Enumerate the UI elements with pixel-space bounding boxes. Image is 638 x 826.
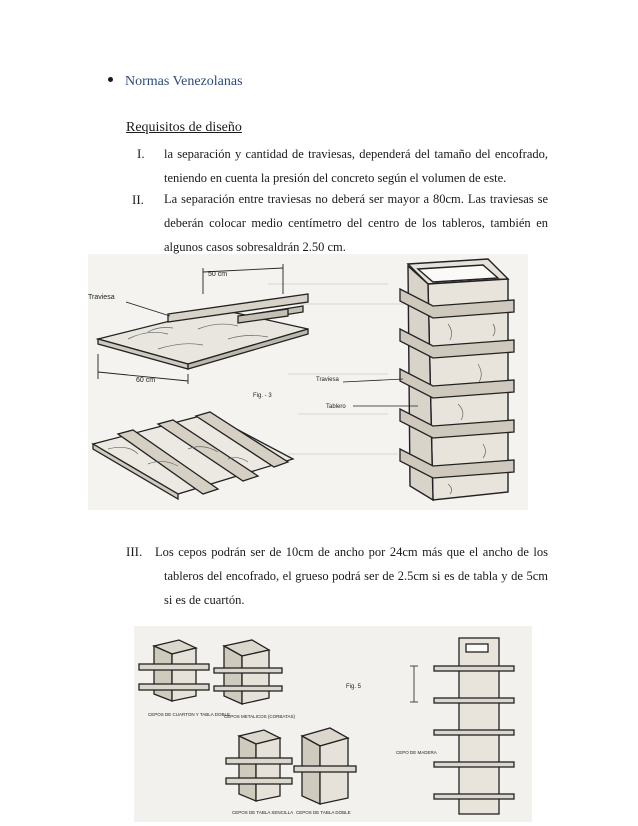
fig1-label-tablero: Tablero: [326, 404, 346, 410]
bullet-item: [108, 74, 243, 90]
fig1-label-fig: Fig. - 3: [253, 393, 272, 399]
item-numeral-3: III.: [126, 544, 143, 559]
item-numeral-1: I.: [137, 146, 145, 161]
item-text-1: la separación y cantidad de traviesas, dependerá del tamaño del encofrado, teniendo en cuenta la presión del concreto según el volumen de este.: [164, 147, 548, 185]
fig1-label-traviesa-left: Traviesa: [88, 294, 115, 301]
fig2-label-fig: Fig. 5: [346, 684, 362, 690]
fig2-label-cepos-cuarton: CEPOS DE CUARTON Y TABLA DOBLE: [148, 712, 231, 717]
figure-traviesas: [88, 254, 528, 510]
fig1-label-dim-bottom: 60 cm: [136, 377, 156, 384]
figure-cepos: [134, 626, 532, 822]
fig2-label-cepos-tabla-sencilla: CEPOS DE TABLA SENCILLA: [232, 810, 294, 815]
item-text-2: La separación entre traviesas no deberá ser mayor a 80cm. Las traviesas se deberán colocar medio centímetro del centro de los tableros, también en algunos casos sobresaldrán 2.50 cm.: [164, 192, 548, 254]
bullet-text: Normas Venezolanas: [125, 74, 243, 89]
bullet-dot-icon: [108, 77, 113, 82]
fig2-label-cepos-metalicos: CEPOS METALICOS (CORBATAS): [224, 714, 296, 719]
fig1-label-traviesa-right: Traviesa: [316, 377, 339, 383]
fig2-label-cepo-madera: CEPO DE MADERA: [396, 750, 437, 755]
fig2-label-cepos-tabla-doble: CEPOS DE TABLA DOBLE: [296, 810, 351, 815]
section-heading: Requisitos de diseño: [126, 120, 242, 135]
item-numeral-2: II.: [132, 192, 144, 207]
fig1-label-dim-top: 50 cm: [208, 271, 228, 278]
item-text-3: Los cepos podrán ser de 10cm de ancho por 24cm más que el ancho de los tableros del encofrado, el grueso podrá ser de 2.5cm si es de tabla y de 5cm si es de cuartón.: [155, 545, 548, 607]
